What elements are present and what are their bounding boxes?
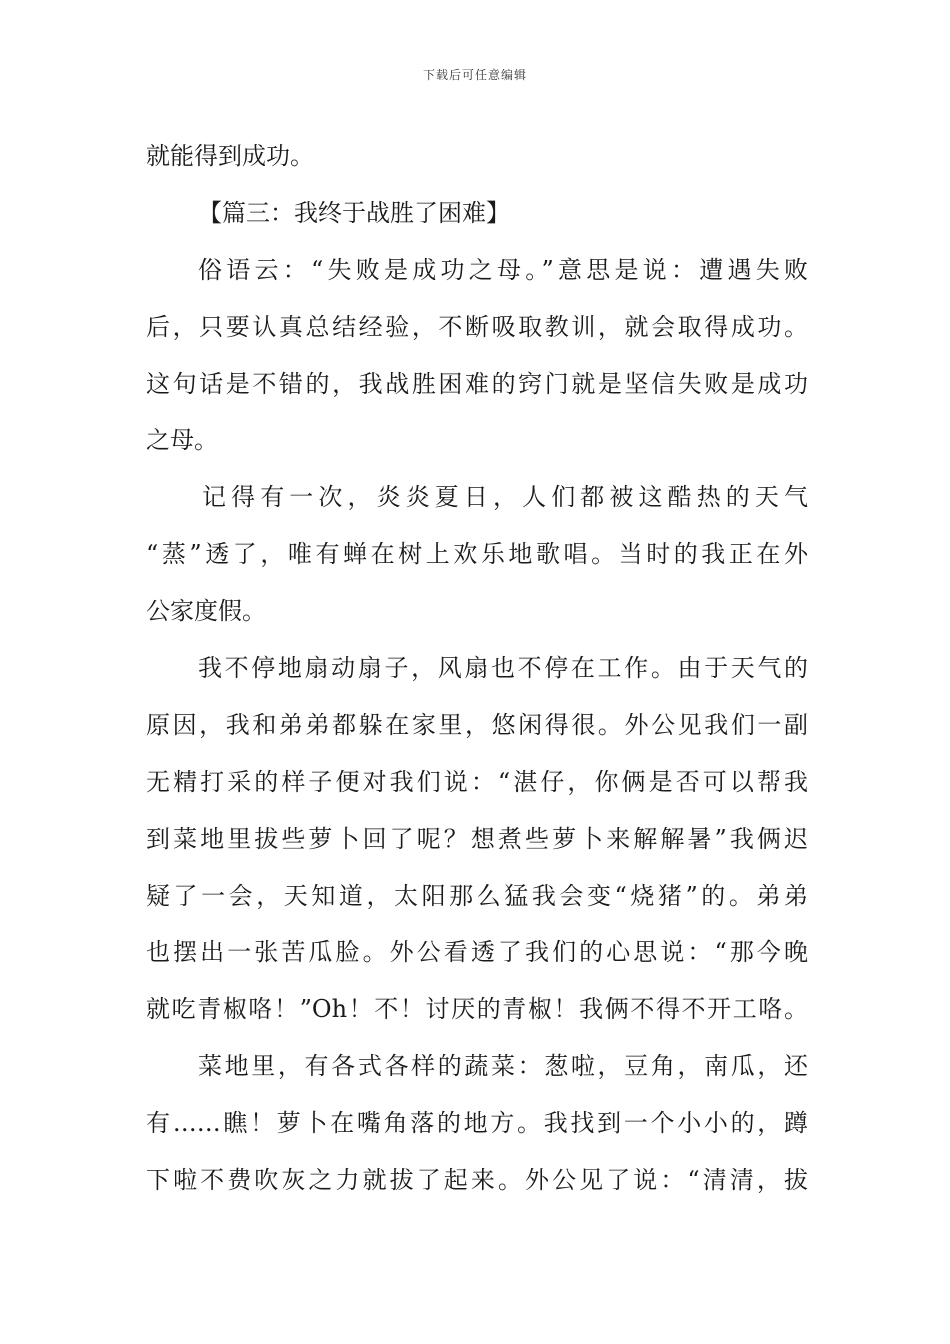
text-line: 俗语云：“失败是成功之母。”意思是说：遭遇失败 xyxy=(198,255,808,284)
text-line: 菜地里，有各式各样的蔬菜：葱啦，豆角，南瓜，还 xyxy=(198,1052,808,1081)
text-line: 无精打采的样子便对我们说：“湛仔，你俩是否可以帮我 xyxy=(146,767,808,796)
text-line: 也摆出一张苦瓜脸。外公看透了我们的心思说：“那今晚 xyxy=(146,938,808,967)
text-line: 之母。 xyxy=(146,426,218,455)
text-line: 记得有一次，炎炎夏日，人们都被这酷热的天气 xyxy=(202,483,808,512)
text-line: 下啦不费吹灰之力就拔了起来。外公见了说：“清清，拔 xyxy=(146,1166,808,1195)
text-line: “蒸”透了，唯有蝉在树上欢乐地歌唱。当时的我正在外 xyxy=(146,540,808,569)
section-heading: 【篇三：我终于战胜了困难】 xyxy=(198,198,510,227)
text-line: 到菜地里拔些萝卜回了呢？想煮些萝卜来解解暑”我俩迟 xyxy=(146,824,808,853)
text-line: 后，只要认真总结经验，不断吸取教训，就会取得成功。 xyxy=(146,312,808,341)
text-line: 就吃青椒咯！”Oh！不！讨厌的青椒！我俩不得不开工咯。 xyxy=(146,995,808,1024)
text-line: 我不停地扇动扇子，风扇也不停在工作。由于天气的 xyxy=(198,654,808,683)
text-line: 原因，我和弟弟都躲在家里，悠闲得很。外公见我们一副 xyxy=(146,710,808,739)
document-body xyxy=(146,128,808,1209)
text-line: 这句话是不错的，我战胜困难的窍门就是坚信失败是成功 xyxy=(146,369,808,398)
text-line: 有……瞧！萝卜在嘴角落的地方。我找到一个小小的，蹲 xyxy=(146,1109,808,1138)
text-line: 公家度假。 xyxy=(146,597,266,626)
text-line: 疑了一会，天知道，太阳那么猛我会变“烧猪”的。弟弟 xyxy=(146,881,808,910)
text-line: 就能得到成功。 xyxy=(146,142,314,170)
page-header: 下载后可任意编辑 xyxy=(422,68,527,82)
